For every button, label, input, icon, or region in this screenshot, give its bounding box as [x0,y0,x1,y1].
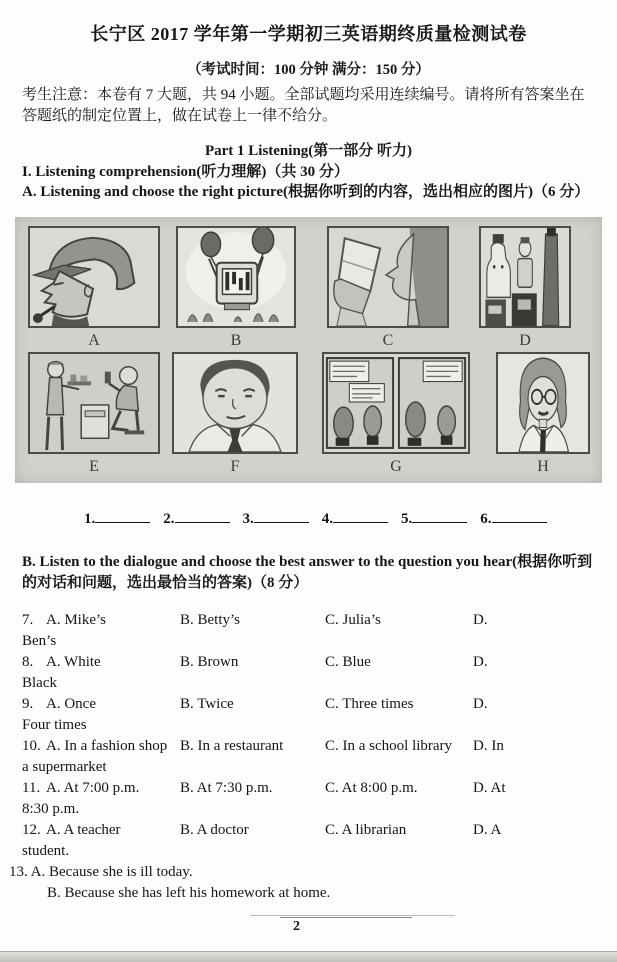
picture-option-c [327,226,449,352]
option-c: C. Blue [325,654,371,671]
picture-label-b: B [230,331,242,349]
answer-blank-4: 4. [322,509,388,528]
blank-line [95,509,150,523]
detective-with-pipe-sketch [28,226,160,328]
picture-grid-scan [15,217,602,483]
question-11 [22,778,595,820]
option-d: D. In [473,738,504,755]
picture-label-a: A [88,331,100,349]
option-d: D. [473,654,488,671]
answer-blank-3: 3. [243,509,309,528]
picture-option-e [28,352,160,478]
option-c: C. A librarian [325,822,407,839]
answer-blank-1: 1. [84,509,150,528]
option-d-wrap: student. [22,843,70,860]
part1-heading: Part 1 Listening(第一部分 听力) [204,142,413,159]
section-a-heading: A. Listening and choose the right picture(根据你听到的内容，选出相应的图片)（6 分） [22,184,590,201]
picture-option-f [172,352,298,478]
option-c: C. Three times [325,696,414,713]
option-b: B. Twice [180,696,234,713]
picture-option-d [479,226,571,352]
option-b: B. Brown [180,654,239,671]
woman-glasses-tie-sketch [496,352,590,454]
question-13-option-a: 13. A. Because she is ill today. [9,864,193,881]
picture-row-1 [28,226,602,352]
option-d-wrap: Ben’s [22,633,57,650]
option-a: A. A teacher [46,822,121,839]
question-number: 7. [22,612,34,629]
blank-line [254,509,309,523]
option-d: D. A [473,822,502,839]
option-a: A. Once [46,696,96,713]
blank-line [333,509,388,523]
question-7 [22,610,595,652]
blank-line [492,509,547,523]
option-a: A. In a fashion shop [46,738,168,755]
picture-label-f: F [230,457,240,475]
option-b: B. In a restaurant [180,738,284,755]
question-list [9,610,595,904]
option-d-wrap: Black [22,675,57,692]
option-d-wrap: Four times [22,717,87,734]
answer-blank-6: 6. [480,509,546,528]
picture-label-e: E [89,457,99,475]
question-10 [22,736,595,778]
picture-row-2 [28,352,602,478]
question-number: 9. [22,696,34,713]
blank-line [175,509,230,523]
option-a: A. At 7:00 p.m. [46,780,140,797]
option-a: A. Mike’s [46,612,106,629]
answer-blank-2: 2. [163,509,229,528]
picture-label-h: H [537,457,549,475]
option-c: C. Julia’s [325,612,381,629]
waitress-serving-man-sketch [28,352,160,454]
two-panel-comic-sketch [322,352,470,454]
woman-drinking-glass-sketch [327,226,449,328]
television-holding-balloons-sketch [176,226,296,328]
answer-blank-5: 5. [401,509,467,528]
option-d: D. [473,696,488,713]
cartoon-bottles-sketch [479,226,571,328]
question-number: 12. [22,822,41,839]
section-b-heading: B. Listen to the dialogue and choose the best answer to the question you hear(根据你听到的对话和问题，选出最恰当的答案)（8 分） [22,553,593,591]
man-portrait-tie-sketch [172,352,298,454]
option-d: D. At [473,780,506,797]
option-b: B. At 7:30 p.m. [180,780,273,797]
option-b: B. A doctor [180,822,249,839]
option-b: B. Betty’s [180,612,241,629]
exam-time-score-line: （考试时间：100 分钟 满分：150 分） [187,62,430,78]
question-8 [22,652,595,694]
question-13-option-b: B. Because she has left his homework at home. [47,885,331,902]
page-number: 2 [293,919,300,935]
answer-blanks-row [84,509,595,528]
picture-option-b [176,226,296,352]
question-number: 10. [22,738,41,755]
question-12 [22,820,595,862]
picture-option-h [496,352,590,478]
option-c: C. At 8:00 p.m. [325,780,418,797]
picture-label-c: C [382,331,394,349]
section1-heading: I. Listening comprehension(听力理解)（共 30 分） [22,163,349,180]
page-title: 长宁区 2017 学年第一学期初三英语期终质量检测试卷 [90,24,527,44]
picture-label-g: G [390,457,402,475]
question-number: 11. [22,780,41,797]
picture-label-d: D [519,331,531,349]
picture-option-a [28,226,160,352]
option-a: A. White [46,654,101,671]
option-d-wrap: 8:30 p.m. [22,801,80,818]
question-13 [9,862,595,904]
blank-line [412,509,467,523]
picture-option-g [322,352,470,478]
question-9 [22,694,595,736]
option-d-wrap: a supermarket [22,759,107,776]
scan-edge-strip [0,951,617,962]
option-c: C. In a school library [325,738,453,755]
question-number: 8. [22,654,34,671]
option-d: D. [473,612,488,629]
candidate-notice: 考生注意：本卷有 7 大题，共 94 小题。全部试题均采用连续编号。请将所有答案坐在答题纸的制定位置上，做在试卷上一律不给分。 [22,87,585,125]
